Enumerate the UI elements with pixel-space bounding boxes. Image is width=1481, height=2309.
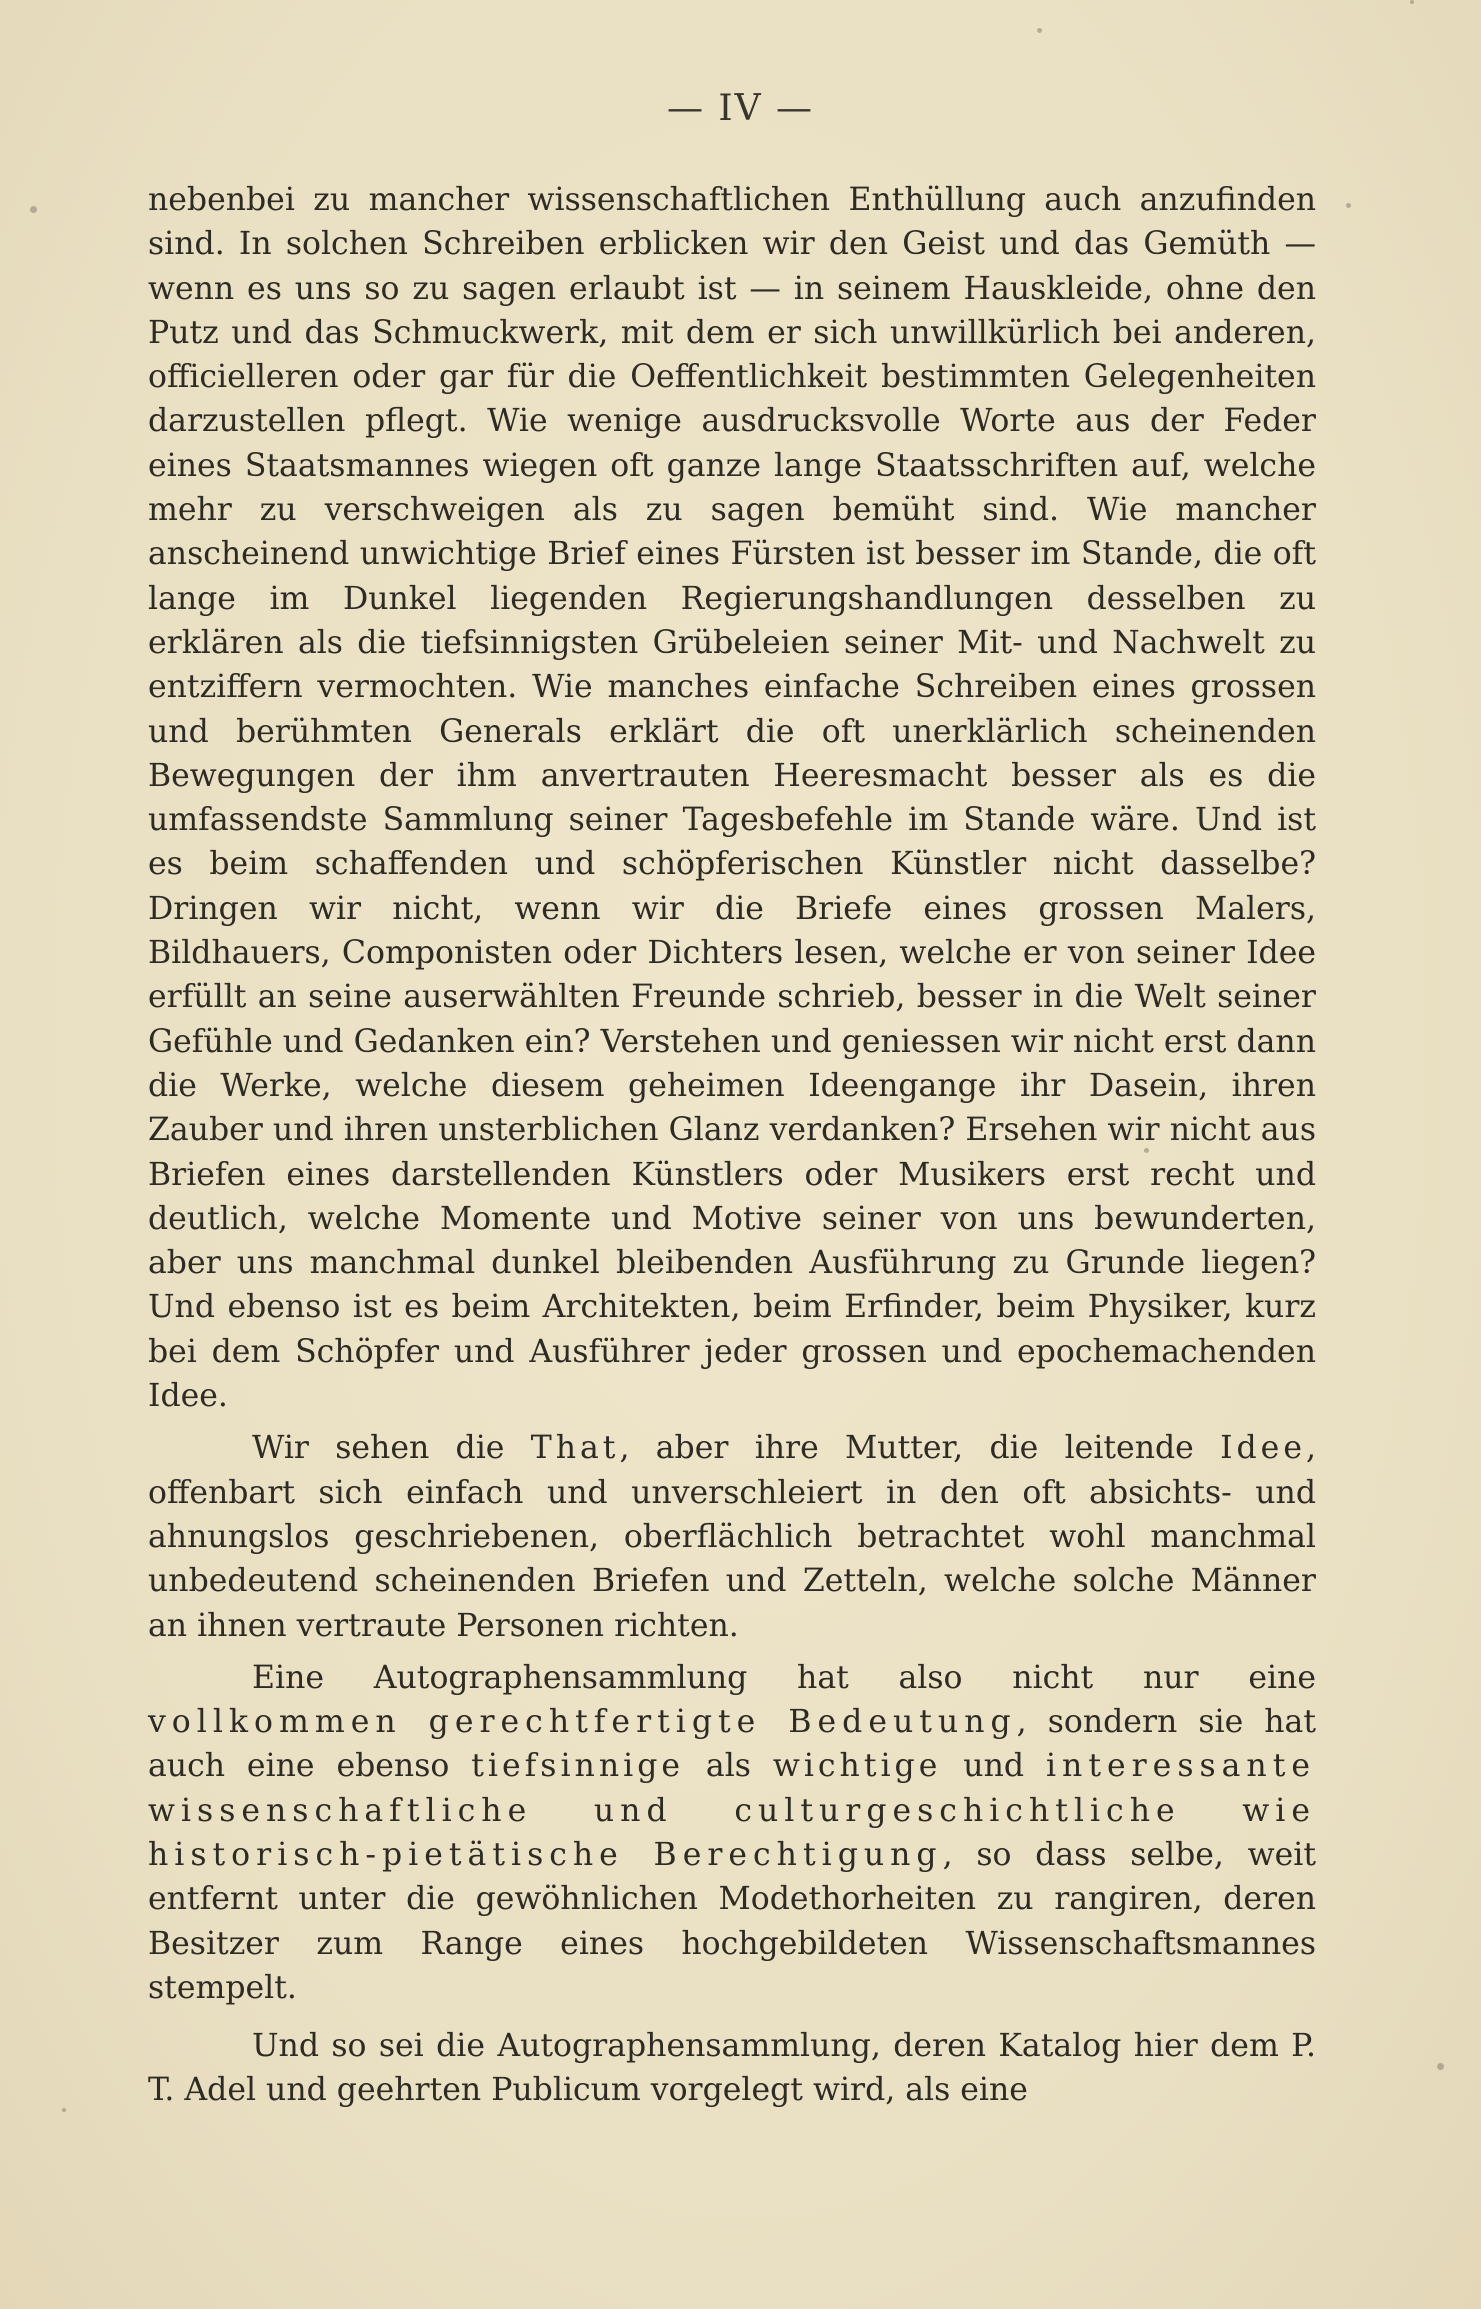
paper-speck [1144, 1148, 1149, 1153]
paper-speck [62, 2108, 66, 2112]
spaced-emphasis: tiefsinnige [471, 1748, 684, 1785]
paper-speck [1437, 2063, 1444, 2070]
text-segment: , offenbart sich einfach und unverschleiert in den oft absichts- und ahnungslos geschriebenen, oberflächlich betrachtet wohl manchmal unbedeutend scheinenden Briefen und Zetteln, welche solche Männer an ihnen vertraute Personen richten. [148, 1430, 1316, 1644]
text-segment: Eine Autographensammlung hat also nicht nur eine [252, 1659, 1316, 1696]
text-segment: nebenbei zu mancher wissenschaftlichen Enthüllung auch anzufinden sind. In solchen Schreiben erblicken wir den Geist und das Gemüth — wenn es uns so zu sagen erlaubt ist — in seinem Hauskleide, ohne den Putz und das Schmuckwerk, mit dem er sich unwillkürlich bei anderen, officielleren oder gar für die Oeffentlichkeit bestimmten Gelegenheiten darzustellen pflegt. Wie wenige ausdrucksvolle Worte aus der Feder eines Staatsmannes wiegen oft ganze lange Staatsschriften auf, welche mehr zu verschweigen als zu sagen bemüht sind. Wie mancher anscheinend unwichtige Brief eines Fürsten ist besser im Stande, die oft lange im Dunkel liegenden Regierungshandlungen desselben zu erklären als die tiefsinnigsten Grübeleien seiner Mit- und Nachwelt zu entziffern vermochten. Wie manches einfache Schreiben eines grossen und berühmten Generals erklärt die oft unerklärlich scheinenden Bewegungen der ihm anvertrauten Heeresmacht besser als es die umfassendste Sammlung seiner Tagesbefehle im Stande wäre. Und ist es beim schaffenden und schöpferischen Künstler nicht dasselbe? Dringen wir nicht, wenn wir die Briefe eines grossen Malers, Bildhauers, Componisten oder Dichters lesen, welche er von seiner Idee erfüllt an seine auserwählten Freunde schrieb, besser in die Welt seiner Gefühle und Gedanken ein? Verstehen und geniessen wir nicht erst dann die Werke, welche diesem geheimen Ideengange ihr Dasein, ihren Zauber und ihren unsterblichen Glanz verdanken? Ersehen wir nicht aus Briefen eines darstellenden Künstlers oder Musikers erst recht und deutlich, welche Momente und Motive seiner von uns bewunderten, aber uns manchmal dunkel bleibenden Ausführung zu Grunde liegen? Und ebenso ist es beim Architekten, beim Erfinder, beim Physiker, kurz bei dem Schöpfer und Ausführer jeder grossen und epochemachenden Idee. [148, 182, 1316, 1415]
spaced-emphasis: interessante wissenschaftliche und culturgeschichtliche wie historisch-pietätische Berechtigung [148, 1748, 1317, 1873]
text-segment: Wir sehen die [252, 1430, 531, 1467]
text-segment: , aber ihre Mutter, die leitende [619, 1430, 1221, 1467]
paragraph-1 [148, 178, 1316, 1418]
text-segment: Und so sei die Autographensammlung, deren Katalog hier dem P. T. Adel und geehrten Publicum vorgelegt wird, als eine [148, 2028, 1316, 2109]
text-segment: als [684, 1748, 773, 1785]
paper-speck [1346, 203, 1351, 208]
paper-speck [1037, 28, 1042, 33]
paragraph-4 [148, 2024, 1316, 2113]
page-number: — IV — [666, 88, 815, 129]
spaced-emphasis: That [530, 1430, 620, 1467]
spaced-emphasis: Idee [1220, 1430, 1306, 1467]
text-segment: , so dass selbe, weit entfernt unter die gewöhnlichen Modethorheiten zu rangiren, deren Besitzer zum Range eines hochgebildeten Wissenschaftsmannes stempelt. [148, 1836, 1316, 2006]
paper-speck [30, 206, 37, 213]
text-segment: , sondern sie hat auch eine ebenso [148, 1704, 1316, 1785]
spaced-emphasis: wichtige [772, 1748, 942, 1785]
spaced-emphasis: vollkommen gerechtfertigte Bedeutung [148, 1704, 1017, 1741]
paper-speck [1410, 0, 1414, 4]
paragraph-2 [148, 1426, 1316, 1647]
paragraph-3 [148, 1656, 1316, 2010]
body-text [148, 178, 1316, 2113]
text-segment: und [941, 1748, 1046, 1785]
